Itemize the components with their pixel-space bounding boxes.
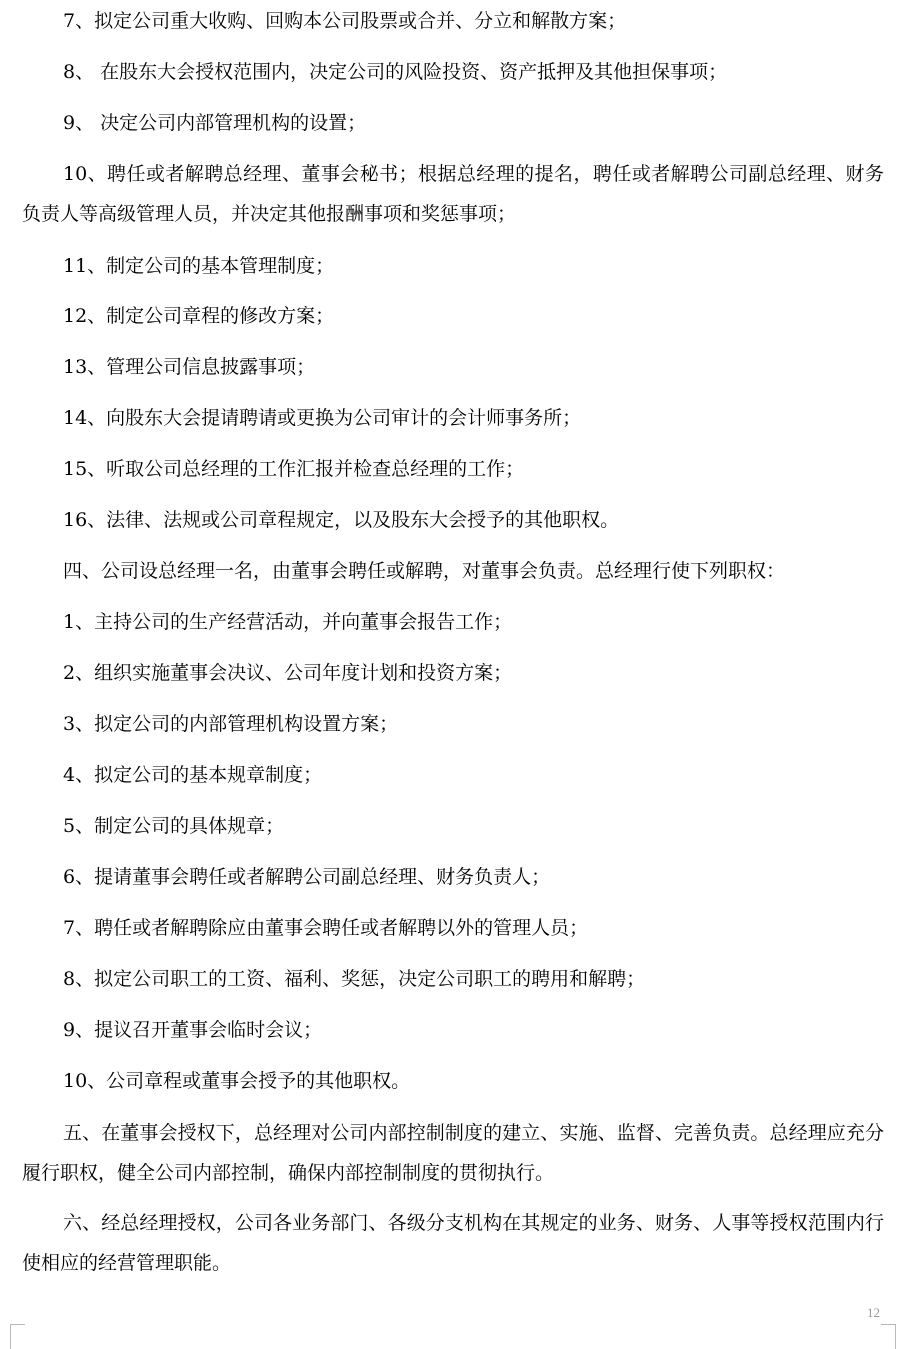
page-number: 12 (867, 1305, 880, 1320)
gm-duty-2: 2、组织实施董事会决议、公司年度计划和投资方案； (63, 662, 513, 684)
paragraph-item-11: 11、制定公司的基本管理制度； (63, 255, 335, 277)
gm-duty-3: 3、拟定公司的内部管理机构设置方案； (63, 713, 399, 735)
page-corner-mark-left (10, 1324, 25, 1349)
gm-duty-7: 7、聘任或者解聘除应由董事会聘任或者解聘以外的管理人员； (63, 917, 589, 939)
section-six-paragraph: 六、经总经理授权，公司各业务部门、各级分支机构在其规定的业务、财务、人事等授权范围内行使相应的经营管理职能。 (22, 1212, 884, 1274)
paragraph-item-14: 14、向股东大会提请聘请或更换为公司审计的会计师事务所； (63, 407, 582, 429)
page-corner-mark-right (881, 1324, 896, 1349)
paragraph-item-13: 13、管理公司信息披露事项； (63, 356, 316, 378)
paragraph-item-10: 10、聘任或者解聘总经理、董事会秘书；根据总经理的提名，聘任或者解聘公司副总经理、财务负责人等高级管理人员，并决定其他报酬事项和奖惩事项； (22, 163, 884, 225)
paragraph-item-9: 9、 决定公司内部管理机构的设置； (63, 112, 367, 134)
paragraph-item-8: 8、 在股东大会授权范围内，决定公司的风险投资、资产抵押及其他担保事项； (63, 61, 728, 83)
gm-duty-5: 5、制定公司的具体规章； (63, 815, 285, 837)
paragraph-item-7: 7、拟定公司重大收购、回购本公司股票或合并、分立和解散方案； (63, 10, 627, 32)
gm-duty-8: 8、拟定公司职工的工资、福利、奖惩，决定公司职工的聘用和解聘； (63, 968, 646, 990)
paragraph-item-15: 15、听取公司总经理的工作汇报并检查总经理的工作； (63, 458, 525, 480)
section-five-paragraph: 五、在董事会授权下，总经理对公司内部控制制度的建立、实施、监督、完善负责。总经理应充分履行职权，健全公司内部控制，确保内部控制制度的贯彻执行。 (22, 1122, 884, 1184)
section-four-heading: 四、公司设总经理一名，由董事会聘任或解聘，对董事会负责。总经理行使下列职权： (63, 560, 786, 582)
gm-duty-9: 9、提议召开董事会临时会议； (63, 1019, 323, 1041)
gm-duty-4: 4、拟定公司的基本规章制度； (63, 764, 323, 786)
gm-duty-6: 6、提请董事会聘任或者解聘公司副总经理、财务负责人； (63, 866, 551, 888)
gm-duty-1: 1、主持公司的生产经营活动，并向董事会报告工作； (63, 611, 513, 633)
paragraph-item-12: 12、制定公司章程的修改方案； (63, 305, 335, 327)
paragraph-item-16: 16、法律、法规或公司章程规定，以及股东大会授予的其他职权。 (63, 509, 620, 531)
gm-duty-10: 10、公司章程或董事会授予的其他职权。 (63, 1070, 411, 1092)
